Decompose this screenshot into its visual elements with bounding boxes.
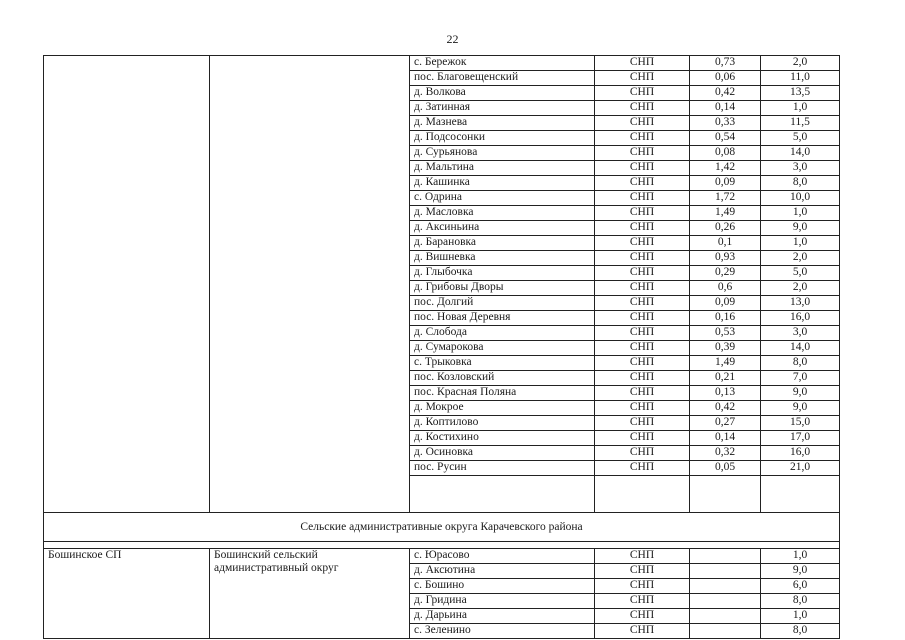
type-cell: СНП — [595, 86, 690, 101]
area-cell: 0,54 — [690, 131, 761, 146]
type-cell: СНП — [595, 356, 690, 371]
area-cell: 0,14 — [690, 431, 761, 446]
distance-cell: 7,0 — [761, 371, 840, 386]
district-cell — [210, 56, 410, 513]
settlement-cell: д. Глыбочка — [410, 266, 595, 281]
settlement-cell: д. Подсосонки — [410, 131, 595, 146]
area-cell: 0,27 — [690, 416, 761, 431]
type-cell: СНП — [595, 161, 690, 176]
distance-cell: 8,0 — [761, 176, 840, 191]
type-cell: СНП — [595, 176, 690, 191]
settlement-cell: с. Одрина — [410, 191, 595, 206]
type-cell: СНП — [595, 564, 690, 579]
type-cell: СНП — [595, 326, 690, 341]
settlement-cell: пос. Красная Поляна — [410, 386, 595, 401]
type-cell: СНП — [595, 206, 690, 221]
settlement-cell: с. Бошино — [410, 579, 595, 594]
type-cell: СНП — [595, 446, 690, 461]
distance-cell: 9,0 — [761, 401, 840, 416]
type-cell: СНП — [595, 386, 690, 401]
spacer-row — [44, 542, 840, 549]
type-cell: СНП — [595, 579, 690, 594]
type-cell: СНП — [595, 281, 690, 296]
settlement-cell: д. Слобода — [410, 326, 595, 341]
settlement-cell: пос. Козловский — [410, 371, 595, 386]
area-cell — [690, 624, 761, 639]
area-cell: 0,42 — [690, 401, 761, 416]
settlement-cell: д. Барановка — [410, 236, 595, 251]
page-number: 22 — [446, 32, 459, 46]
municipality-cell: Бошинское СП — [44, 549, 210, 639]
spacer-cell — [44, 542, 840, 549]
distance-cell: 15,0 — [761, 416, 840, 431]
section-divider — [44, 513, 840, 549]
distance-cell: 1,0 — [761, 609, 840, 624]
area-cell: 0,09 — [690, 296, 761, 311]
settlement-cell: с. Трыковка — [410, 356, 595, 371]
settlement-cell: с. Бережок — [410, 56, 595, 71]
settlement-cell: пос. Благовещенский — [410, 71, 595, 86]
settlement-cell: д. Затинная — [410, 101, 595, 116]
area-cell: 0,33 — [690, 116, 761, 131]
settlement-cell: д. Аксиньина — [410, 221, 595, 236]
distance-cell: 14,0 — [761, 146, 840, 161]
empty-cell — [410, 476, 595, 513]
settlement-cell: д. Вишневка — [410, 251, 595, 266]
boshinskoe-section — [44, 549, 840, 639]
section-header-row — [44, 513, 840, 542]
type-cell: СНП — [595, 609, 690, 624]
area-cell: 0,08 — [690, 146, 761, 161]
distance-cell: 3,0 — [761, 326, 840, 341]
type-cell: СНП — [595, 461, 690, 476]
area-cell — [690, 564, 761, 579]
area-cell: 0,16 — [690, 311, 761, 326]
area-cell: 1,49 — [690, 206, 761, 221]
settlement-cell: д. Дарьина — [410, 609, 595, 624]
distance-cell: 1,0 — [761, 549, 840, 564]
settlement-cell: д. Гридина — [410, 594, 595, 609]
area-cell — [690, 579, 761, 594]
table-row — [44, 549, 840, 564]
type-cell: СНП — [595, 311, 690, 326]
type-cell: СНП — [595, 56, 690, 71]
type-cell: СНП — [595, 131, 690, 146]
distance-cell: 1,0 — [761, 206, 840, 221]
type-cell: СНП — [595, 416, 690, 431]
settlements-table — [43, 55, 840, 639]
distance-cell: 9,0 — [761, 221, 840, 236]
settlement-cell: д. Мокрое — [410, 401, 595, 416]
municipality-cell — [44, 56, 210, 513]
settlement-cell: с. Юрасово — [410, 549, 595, 564]
distance-cell: 3,0 — [761, 161, 840, 176]
distance-cell: 10,0 — [761, 191, 840, 206]
distance-cell: 16,0 — [761, 311, 840, 326]
area-cell: 0,14 — [690, 101, 761, 116]
type-cell: СНП — [595, 624, 690, 639]
type-cell: СНП — [595, 191, 690, 206]
type-cell: СНП — [595, 341, 690, 356]
empty-cell — [595, 476, 690, 513]
area-cell: 0,39 — [690, 341, 761, 356]
distance-cell: 1,0 — [761, 101, 840, 116]
distance-cell: 14,0 — [761, 341, 840, 356]
distance-cell: 13,5 — [761, 86, 840, 101]
distance-cell: 6,0 — [761, 579, 840, 594]
distance-cell: 9,0 — [761, 386, 840, 401]
area-cell: 0,32 — [690, 446, 761, 461]
distance-cell: 2,0 — [761, 251, 840, 266]
type-cell: СНП — [595, 251, 690, 266]
distance-cell: 21,0 — [761, 461, 840, 476]
settlement-cell: д. Грибовы Дворы — [410, 281, 595, 296]
type-cell: СНП — [595, 594, 690, 609]
type-cell: СНП — [595, 101, 690, 116]
distance-cell: 1,0 — [761, 236, 840, 251]
settlement-cell: д. Аксютина — [410, 564, 595, 579]
area-cell: 1,49 — [690, 356, 761, 371]
area-cell — [690, 594, 761, 609]
type-cell: СНП — [595, 236, 690, 251]
type-cell: СНП — [595, 401, 690, 416]
type-cell: СНП — [595, 221, 690, 236]
settlement-cell: д. Сумарокова — [410, 341, 595, 356]
type-cell: СНП — [595, 371, 690, 386]
settlement-cell: д. Осиновка — [410, 446, 595, 461]
area-cell: 0,21 — [690, 371, 761, 386]
district-cell: Бошинский сельский административный округ — [210, 549, 410, 639]
settlement-cell: д. Масловка — [410, 206, 595, 221]
table-row — [44, 56, 840, 71]
settlement-cell: д. Мазнева — [410, 116, 595, 131]
area-cell: 0,13 — [690, 386, 761, 401]
settlement-cell: д. Волкова — [410, 86, 595, 101]
distance-cell: 2,0 — [761, 281, 840, 296]
area-cell: 0,29 — [690, 266, 761, 281]
settlement-cell: д. Кашинка — [410, 176, 595, 191]
type-cell: СНП — [595, 431, 690, 446]
type-cell: СНП — [595, 116, 690, 131]
distance-cell: 8,0 — [761, 356, 840, 371]
distance-cell: 5,0 — [761, 266, 840, 281]
settlement-cell: пос. Новая Деревня — [410, 311, 595, 326]
distance-cell: 17,0 — [761, 431, 840, 446]
distance-cell: 5,0 — [761, 131, 840, 146]
settlement-cell: пос. Долгий — [410, 296, 595, 311]
distance-cell: 9,0 — [761, 564, 840, 579]
area-cell: 0,42 — [690, 86, 761, 101]
settlement-cell: д. Костихино — [410, 431, 595, 446]
distance-cell: 11,5 — [761, 116, 840, 131]
distance-cell: 8,0 — [761, 594, 840, 609]
settlement-cell: с. Зеленино — [410, 624, 595, 639]
empty-cell — [761, 476, 840, 513]
type-cell: СНП — [595, 296, 690, 311]
distance-cell: 13,0 — [761, 296, 840, 311]
type-cell: СНП — [595, 71, 690, 86]
area-cell — [690, 549, 761, 564]
type-cell: СНП — [595, 266, 690, 281]
top-section — [44, 56, 840, 513]
distance-cell: 11,0 — [761, 71, 840, 86]
section-title: Сельские административные округа Карачевского района — [44, 513, 840, 542]
area-cell: 0,06 — [690, 71, 761, 86]
area-cell: 0,93 — [690, 251, 761, 266]
area-cell: 1,72 — [690, 191, 761, 206]
type-cell: СНП — [595, 549, 690, 564]
distance-cell: 16,0 — [761, 446, 840, 461]
area-cell: 0,73 — [690, 56, 761, 71]
area-cell: 1,42 — [690, 161, 761, 176]
area-cell — [690, 609, 761, 624]
area-cell: 0,26 — [690, 221, 761, 236]
area-cell: 0,05 — [690, 461, 761, 476]
area-cell: 0,6 — [690, 281, 761, 296]
distance-cell: 8,0 — [761, 624, 840, 639]
settlement-cell: д. Сурьянова — [410, 146, 595, 161]
area-cell: 0,53 — [690, 326, 761, 341]
area-cell: 0,1 — [690, 236, 761, 251]
settlement-cell: пос. Русин — [410, 461, 595, 476]
settlement-cell: д. Мальтина — [410, 161, 595, 176]
area-cell: 0,09 — [690, 176, 761, 191]
empty-cell — [690, 476, 761, 513]
settlement-cell: д. Коптилово — [410, 416, 595, 431]
distance-cell: 2,0 — [761, 56, 840, 71]
type-cell: СНП — [595, 146, 690, 161]
